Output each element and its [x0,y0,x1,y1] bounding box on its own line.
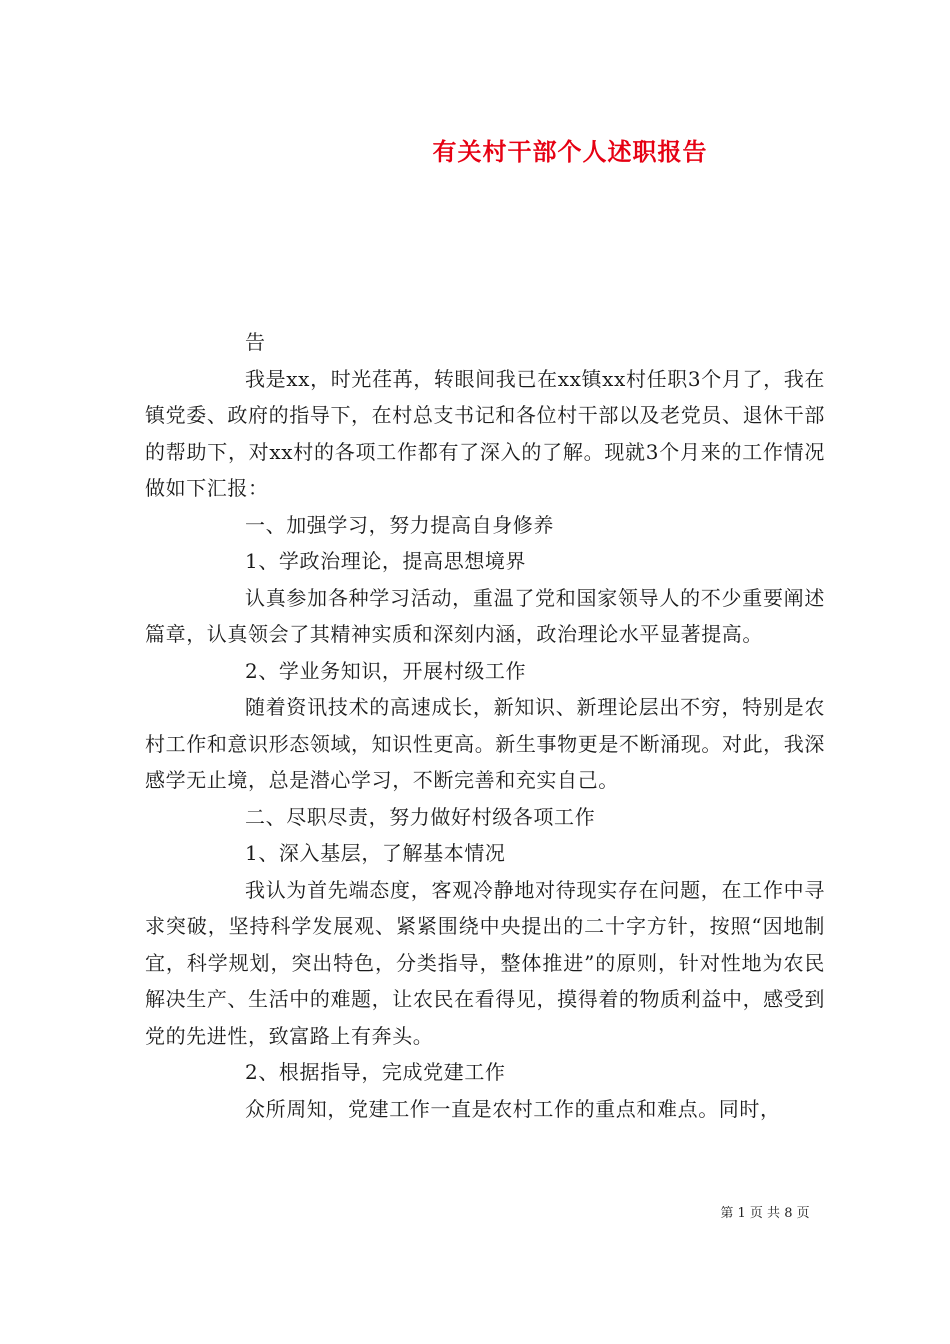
paragraph: 认真参加各种学习活动，重温了党和国家领导人的不少重要阐述篇章，认真领会了其精神实质和深刻内涵，政治理论水平显著提高。 [145,585,825,646]
page-footer: 第 1 页 共 8 页 [720,1206,810,1221]
subsection-heading: 1、深入基层，了解基本情况 [245,841,506,865]
paragraph: 众所周知，党建工作一直是农村工作的重点和难点。同时， [245,1096,781,1121]
document-title: 有关村干部个人述职报告 [432,137,708,166]
paragraph: 告 [245,330,266,354]
paragraph: 我是xx，时光荏苒，转眼间我已在xx镇xx村任职3个月了，我在镇党委、政府的指导下，在村总支书记和各位村干部以及老党员、退休干部的帮助下，对xx村的各项工作都有了深入的了解。现就3个月来的工作情况做如下汇报： [145,366,825,500]
section-heading: 一、加强学习，努力提高自身修养 [245,512,554,537]
subsection-heading: 2、学业务知识，开展村级工作 [245,658,527,683]
subsection-heading: 1、学政治理论，提高思想境界 [245,549,527,573]
document-body [145,324,825,1127]
section-heading: 二、尽职尽责，努力做好村级各项工作 [245,804,596,829]
paragraph: 随着资讯技术的高速成长，新知识、新理论层出不穷，特别是农村工作和意识形态领域，知识性更高。新生事物更是不断涌现。对此，我深感学无止境，总是潜心学习，不断完善和充实自己。 [145,695,825,792]
paragraph: 我认为首先端态度，客观冷静地对待现实存在问题，在工作中寻求突破，坚持科学发展观、紧紧围绕中央提出的二十字方针，按照“因地制宜，科学规划，突出特色，分类指导，整体推进”的原则，针对性地为农民解决生产、生活中的难题，让农民在看得见，摸得着的物质利益中，感受到党的先进性，致富路上有奔头。 [145,877,825,1048]
subsection-heading: 2、根据指导，完成党建工作 [245,1060,506,1084]
